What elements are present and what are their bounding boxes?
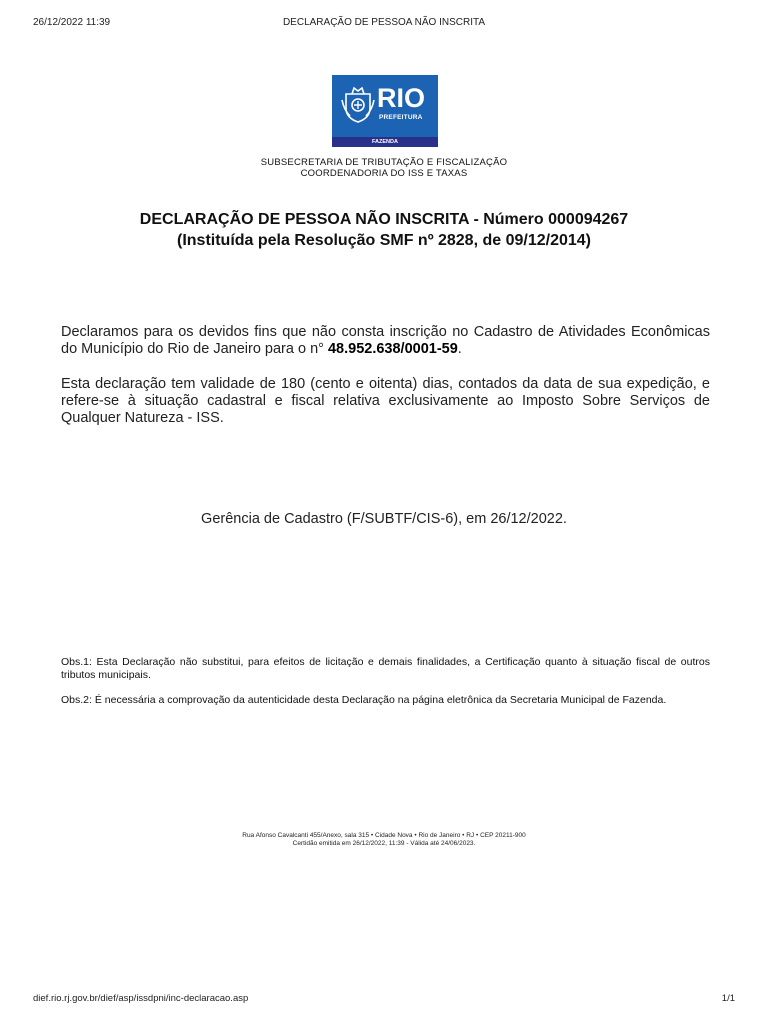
footer-address: Rua Afonso Cavalcanti 455/Anexo, sala 315 • Cidade Nova • Rio de Janeiro • RJ • CEP 20211-900 xyxy=(242,832,526,839)
document-title-line2: (Instituída pela Resolução SMF nº 2828, de 09/12/2014) xyxy=(177,232,591,249)
print-datetime: 26/12/2022 11:39 xyxy=(33,17,111,28)
print-page-number: 1/1 xyxy=(721,993,735,1004)
observation-2: Obs.2: É necessária a comprovação da autenticidade desta Declaração na página eletrônica da Secretaria Municipal de Fazenda. xyxy=(61,694,667,706)
footer-issued: Certidão emitida em 26/12/2022, 11:39 - Válida até 24/06/2023. xyxy=(292,840,476,847)
print-page-title: DECLARAÇÃO DE PESSOA NÃO INSCRITA xyxy=(282,17,486,28)
document-title xyxy=(0,209,768,251)
document-title-line1: DECLARAÇÃO DE PESSOA NÃO INSCRITA - Número 000094267 xyxy=(139,211,629,228)
cnpj-number: 48.952.638/0001-59 xyxy=(327,341,458,357)
logo-subtitle: PREFEITURA xyxy=(379,114,423,121)
prefeitura-rio-logo xyxy=(332,75,438,147)
declaration-paragraph xyxy=(61,324,710,358)
coordenadoria-line: COORDENADORIA DO ISS E TAXAS xyxy=(300,168,468,179)
issuer-line: Gerência de Cadastro (F/SUBTF/CIS-6), em 26/12/2022. xyxy=(201,511,567,527)
declaration-text: Declaramos para os devidos fins que não consta inscrição no Cadastro de Atividades Econômicas do Município do Rio de Janeiro para o n° xyxy=(61,324,710,357)
logo-department: FAZENDA xyxy=(332,137,438,147)
print-url: dief.rio.rj.gov.br/dief/asp/issdpni/inc-declaracao.asp xyxy=(33,993,249,1004)
subsecretaria-line: SUBSECRETARIA DE TRIBUTAÇÃO E FISCALIZAÇÃO xyxy=(260,157,508,168)
observation-1: Obs.1: Esta Declaração não substitui, para efeitos de licitação e demais finalidades, a Certificação quanto à situação fiscal de outros tributos municipais. xyxy=(61,656,710,681)
logo-brand: RIO xyxy=(377,83,426,113)
subsecretaria-heading xyxy=(0,157,768,179)
validity-paragraph: Esta declaração tem validade de 180 (cento e oitenta) dias, contados da data de sua expedição, e refere-se à situação cadastral e fiscal relativa exclusivamente ao Imposto Sobre Serviços de Qualquer Natureza - ISS. xyxy=(61,376,710,426)
footer-address-block xyxy=(0,832,768,848)
declaration-end: . xyxy=(457,341,462,357)
city-coat-of-arms-icon xyxy=(340,84,376,124)
